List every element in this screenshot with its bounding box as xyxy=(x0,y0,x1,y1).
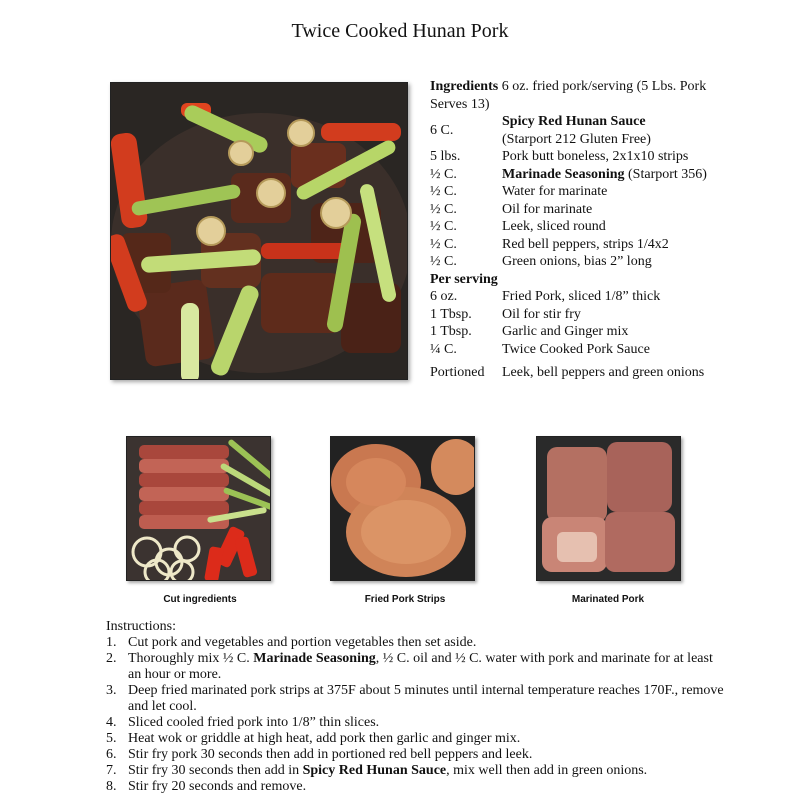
marinated-pork-caption: Marinated Pork xyxy=(571,594,645,605)
per-serving-heading: Per serving xyxy=(430,271,498,287)
ingredient-qty: ½ C. xyxy=(430,219,457,234)
instruction-step: 1. Cut pork and vegetables and portion vegetables then set aside. xyxy=(106,635,477,650)
serving-qty: 6 oz. xyxy=(430,289,458,304)
step-number: 1. xyxy=(106,635,117,650)
ingredient-row xyxy=(430,148,730,166)
serving-row xyxy=(430,341,730,359)
cut-ingredients-photo xyxy=(126,436,271,581)
ingredient-qty: ½ C. xyxy=(430,201,457,217)
fried-pork-photo xyxy=(330,436,475,581)
step-number: 5. xyxy=(106,731,117,746)
serving-item: Garlic and Ginger mix xyxy=(502,324,629,339)
ingredients-heading: Ingredients 6 oz. fried pork/serving (5 Lbs. Pork Serves 13) xyxy=(430,79,707,112)
dish-photo xyxy=(110,82,408,380)
ingredients-section xyxy=(430,78,730,382)
ingredient-row xyxy=(430,236,730,254)
ingredient-row xyxy=(430,166,730,184)
instruction-step: 6. Stir fry pork 30 seconds then add in portioned red bell peppers and leek. xyxy=(106,747,533,762)
ingredient-row xyxy=(430,218,730,236)
serving-row xyxy=(430,358,730,382)
instruction-step: 3. Deep fried marinated pork strips at 375F about 5 minutes until internal temperature reaches 170F., remove and let cool. xyxy=(106,683,724,714)
step-number: 3. xyxy=(106,683,117,698)
instruction-step: 8. Stir fry 20 seconds and remove. xyxy=(106,779,307,794)
serving-qty: Portioned xyxy=(430,365,485,380)
ingredient-item: Oil for marinate xyxy=(502,201,593,217)
step-number: 7. xyxy=(106,763,117,778)
serving-row xyxy=(430,323,730,341)
instruction-step: 4. Sliced cooled fried pork into 1/8” thin slices. xyxy=(106,715,380,730)
ingredient-item: Marinade Seasoning (Starport 356) xyxy=(502,166,707,182)
fried-pork-caption: Fried Pork Strips xyxy=(364,594,446,605)
ingredient-qty: ½ C. xyxy=(430,166,457,182)
instructions-section xyxy=(106,619,726,795)
step-number: 8. xyxy=(106,779,117,794)
serving-qty: 1 Tbsp. xyxy=(430,306,472,322)
ingredients-clip xyxy=(430,78,750,412)
serving-item: Fried Pork, sliced 1/8” thick xyxy=(502,289,661,304)
instruction-step: 5. Heat wok or griddle at high heat, add pork then garlic and ginger mix. xyxy=(106,731,521,746)
marinated-pork-photo xyxy=(536,436,681,581)
step-number: 4. xyxy=(106,715,117,730)
ingredient-row xyxy=(430,253,730,271)
ingredient-item: Spicy Red Hunan Sauce (Starport 212 Gluten Free) xyxy=(502,114,651,147)
cut-ingredients-caption: Cut ingredients xyxy=(163,594,237,605)
ingredient-qty: 5 lbs. xyxy=(430,149,461,164)
ingredient-item: Leek, sliced round xyxy=(502,219,606,234)
ingredient-row xyxy=(430,201,730,219)
ingredient-item: Green onions, bias 2” long xyxy=(502,254,652,269)
instructions-heading: Instructions: xyxy=(106,619,176,634)
step-number: 6. xyxy=(106,747,117,762)
serving-item: Leek, bell peppers and green onions xyxy=(502,365,705,380)
ingredient-item: Water for marinate xyxy=(502,184,608,199)
serving-qty: ¼ C. xyxy=(430,341,457,357)
step-number: 2. xyxy=(106,651,117,666)
ingredient-row xyxy=(430,113,730,148)
instructions-list xyxy=(106,635,726,795)
ingredients-table xyxy=(430,113,730,271)
serving-row xyxy=(430,288,730,306)
instruction-step: 7. Stir fry 30 seconds then add in Spicy Red Hunan Sauce, mix well then add in green onions. xyxy=(106,763,648,778)
serving-qty: 1 Tbsp. xyxy=(430,324,472,339)
instruction-step: 2. Thoroughly mix ½ C. Marinade Seasoning, ½ C. oil and ½ C. water with pork and marinate for at least an hour or more. xyxy=(106,651,713,682)
per-serving-table xyxy=(430,288,730,382)
ingredient-qty: ½ C. xyxy=(430,184,457,199)
ingredient-qty: 6 C. xyxy=(430,122,454,138)
ingredient-qty: ½ C. xyxy=(430,236,457,252)
page-title: Twice Cooked Hunan Pork xyxy=(291,20,509,42)
serving-item: Oil for stir fry xyxy=(502,306,581,322)
serving-row xyxy=(430,306,730,324)
ingredient-qty: ½ C. xyxy=(430,254,457,269)
ingredient-item: Pork butt boneless, 2x1x10 strips xyxy=(502,149,689,164)
ingredient-item: Red bell peppers, strips 1/4x2 xyxy=(502,236,669,252)
serving-item: Twice Cooked Pork Sauce xyxy=(502,341,650,357)
ingredient-row xyxy=(430,183,730,201)
